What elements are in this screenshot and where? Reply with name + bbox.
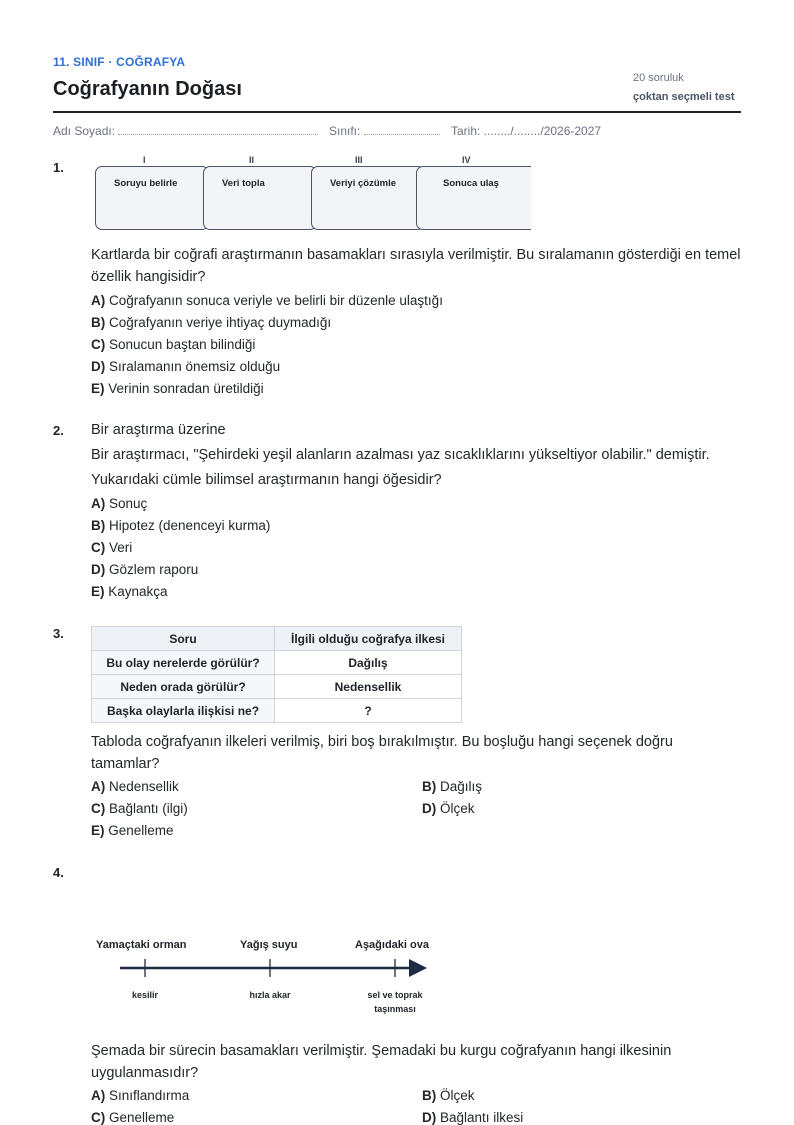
answer-option[interactable]	[91, 1088, 189, 1103]
option-text: Veri	[109, 540, 133, 555]
option-letter: B)	[91, 315, 106, 330]
question-number: 4.	[53, 865, 64, 880]
process-step-label: Aşağıdaki ova	[355, 939, 429, 951]
option-text: Sınıflandırma	[109, 1088, 190, 1103]
step-card-label: Sonuca ulaş	[443, 178, 499, 189]
answer-option[interactable]	[91, 359, 280, 374]
question-text: Şemada bir sürecin basamakları verilmiştir. Şemadaki bu kurgu coğrafyanın hangi ilkesinin uygulanmasıdır?	[91, 1043, 672, 1081]
table-cell: Dağılış	[275, 651, 462, 675]
option-text: Bağlantı (ilgi)	[109, 801, 188, 816]
process-step-result: hızla akar	[249, 990, 291, 1000]
option-letter: D)	[91, 562, 106, 577]
process-arrow	[113, 950, 433, 986]
question-prompt: Yukarıdaki cümle bilimsel araştırmanın hangi öğesidir?	[91, 472, 442, 488]
step-card	[311, 166, 425, 230]
class-field[interactable]	[329, 124, 440, 138]
answer-option[interactable]	[91, 293, 443, 308]
question-intro: Bir araştırma üzerine	[91, 422, 226, 438]
option-text: Sıralamanın önemsiz olduğu	[109, 359, 281, 374]
step-card	[95, 166, 209, 230]
answer-option[interactable]	[91, 315, 331, 330]
answer-option[interactable]	[91, 562, 198, 577]
card-roman: IV	[462, 155, 471, 165]
option-text: Coğrafyanın sonuca veriyle ve belirli bir düzenle ulaştığı	[109, 293, 443, 308]
answer-option[interactable]	[422, 801, 475, 816]
option-letter: C)	[91, 1110, 106, 1125]
name-field[interactable]	[53, 124, 318, 138]
card-roman: II	[249, 155, 255, 165]
answer-option[interactable]	[91, 518, 270, 533]
table-cell: Bu olay nerelerde görülür?	[92, 651, 275, 675]
test-type: çoktan seçmeli test	[633, 91, 735, 103]
option-letter: E)	[91, 381, 105, 396]
subject-label: 11. SINIF · COĞRAFYA	[53, 55, 186, 69]
class-blank	[364, 124, 440, 135]
table-cell: Neden orada görülür?	[92, 675, 275, 699]
option-letter: A)	[91, 1088, 106, 1103]
table-row	[92, 699, 462, 723]
question-text: Tabloda coğrafyanın ilkeleri verilmiş, biri boş bırakılmıştır. Bu boşluğu hangi seçenek doğru tamamlar?	[91, 734, 673, 772]
option-letter: E)	[91, 584, 105, 599]
class-label: Sınıfı:	[329, 124, 361, 138]
option-letter: D)	[422, 1110, 437, 1125]
option-letter: B)	[91, 518, 106, 533]
header-divider	[53, 111, 741, 113]
option-letter: B)	[422, 1088, 437, 1103]
option-text: Ölçek	[440, 801, 475, 816]
option-letter: E)	[91, 823, 105, 838]
option-text: Dağılış	[440, 779, 483, 794]
table-cell: ?	[275, 699, 462, 723]
option-text: Genelleme	[108, 823, 174, 838]
option-letter: D)	[91, 359, 106, 374]
option-text: Genelleme	[109, 1110, 175, 1125]
option-text: Sonuç	[109, 496, 148, 511]
step-card-label: Soruyu belirle	[114, 178, 178, 189]
option-text: Gözlem raporu	[109, 562, 199, 577]
answer-option[interactable]	[91, 823, 174, 838]
step-card	[416, 166, 531, 230]
answer-option[interactable]	[422, 1088, 475, 1103]
option-letter: B)	[422, 779, 437, 794]
option-text: Kaynakça	[108, 584, 168, 599]
question-text: Kartlarda bir coğrafi araştırmanın basamakları sırasıyla verilmiştir. Bu sıralamanın gösterdiği en temel özellik hangisidir?	[91, 247, 741, 285]
step-card	[203, 166, 317, 230]
table-row	[92, 651, 462, 675]
option-letter: A)	[91, 779, 106, 794]
answer-option[interactable]	[91, 381, 264, 396]
answer-option[interactable]	[422, 779, 482, 794]
name-label: Adı Soyadı:	[53, 124, 116, 138]
table-cell: Nedensellik	[275, 675, 462, 699]
table-header-row	[92, 627, 462, 651]
card-roman: III	[355, 155, 363, 165]
question-text: Bir araştırmacı, "Şehirdeki yeşil alanların azalması yaz sıcaklıklarını yükseltiyor olabilir." demiştir.	[91, 447, 710, 463]
option-letter: C)	[91, 337, 106, 352]
process-step-result: sel ve toprak taşınması	[367, 990, 423, 1014]
option-letter: C)	[91, 801, 106, 816]
option-text: Ölçek	[440, 1088, 475, 1103]
option-letter: A)	[91, 496, 106, 511]
option-letter: A)	[91, 293, 106, 308]
card-roman: I	[143, 155, 146, 165]
option-text: Hipotez (denenceyi kurma)	[109, 518, 271, 533]
answer-option[interactable]	[91, 801, 188, 816]
question-number: 1.	[53, 160, 64, 175]
answer-option[interactable]	[91, 779, 179, 794]
answer-option[interactable]	[91, 337, 255, 352]
date-field[interactable]: Tarih: ......../......../2026-2027	[451, 124, 602, 138]
answer-option[interactable]	[91, 540, 132, 555]
process-step-result: kesilir	[131, 990, 159, 1000]
option-text: Nedensellik	[109, 779, 179, 794]
option-text: Sonucun baştan bilindiği	[109, 337, 256, 352]
option-text: Bağlantı ilkesi	[440, 1110, 524, 1125]
column-header: İlgili olduğu coğrafya ilkesi	[275, 627, 462, 651]
name-blank	[118, 124, 318, 135]
table-cell: Başka olaylarla ilişkisi ne?	[92, 699, 275, 723]
option-letter: D)	[422, 801, 437, 816]
question-number: 3.	[53, 626, 64, 641]
step-card-label: Veriyi çözümle	[330, 178, 397, 189]
question-number: 2.	[53, 423, 64, 438]
option-letter: C)	[91, 540, 106, 555]
question-count: 20 soruluk	[633, 72, 684, 84]
column-header: Soru	[92, 627, 275, 651]
page-title: Coğrafyanın Doğası	[53, 78, 242, 100]
step-card-label: Veri topla	[222, 178, 265, 189]
answer-option[interactable]	[91, 584, 168, 599]
process-step-label: Yağış suyu	[240, 939, 298, 951]
principles-table	[91, 626, 462, 723]
table-row	[92, 675, 462, 699]
option-text: Coğrafyanın veriye ihtiyaç duymadığı	[109, 315, 332, 330]
option-text: Verinin sonradan üretildiği	[108, 381, 264, 396]
process-step-label: Yamaçtaki orman	[96, 939, 187, 951]
answer-option[interactable]	[91, 496, 147, 511]
